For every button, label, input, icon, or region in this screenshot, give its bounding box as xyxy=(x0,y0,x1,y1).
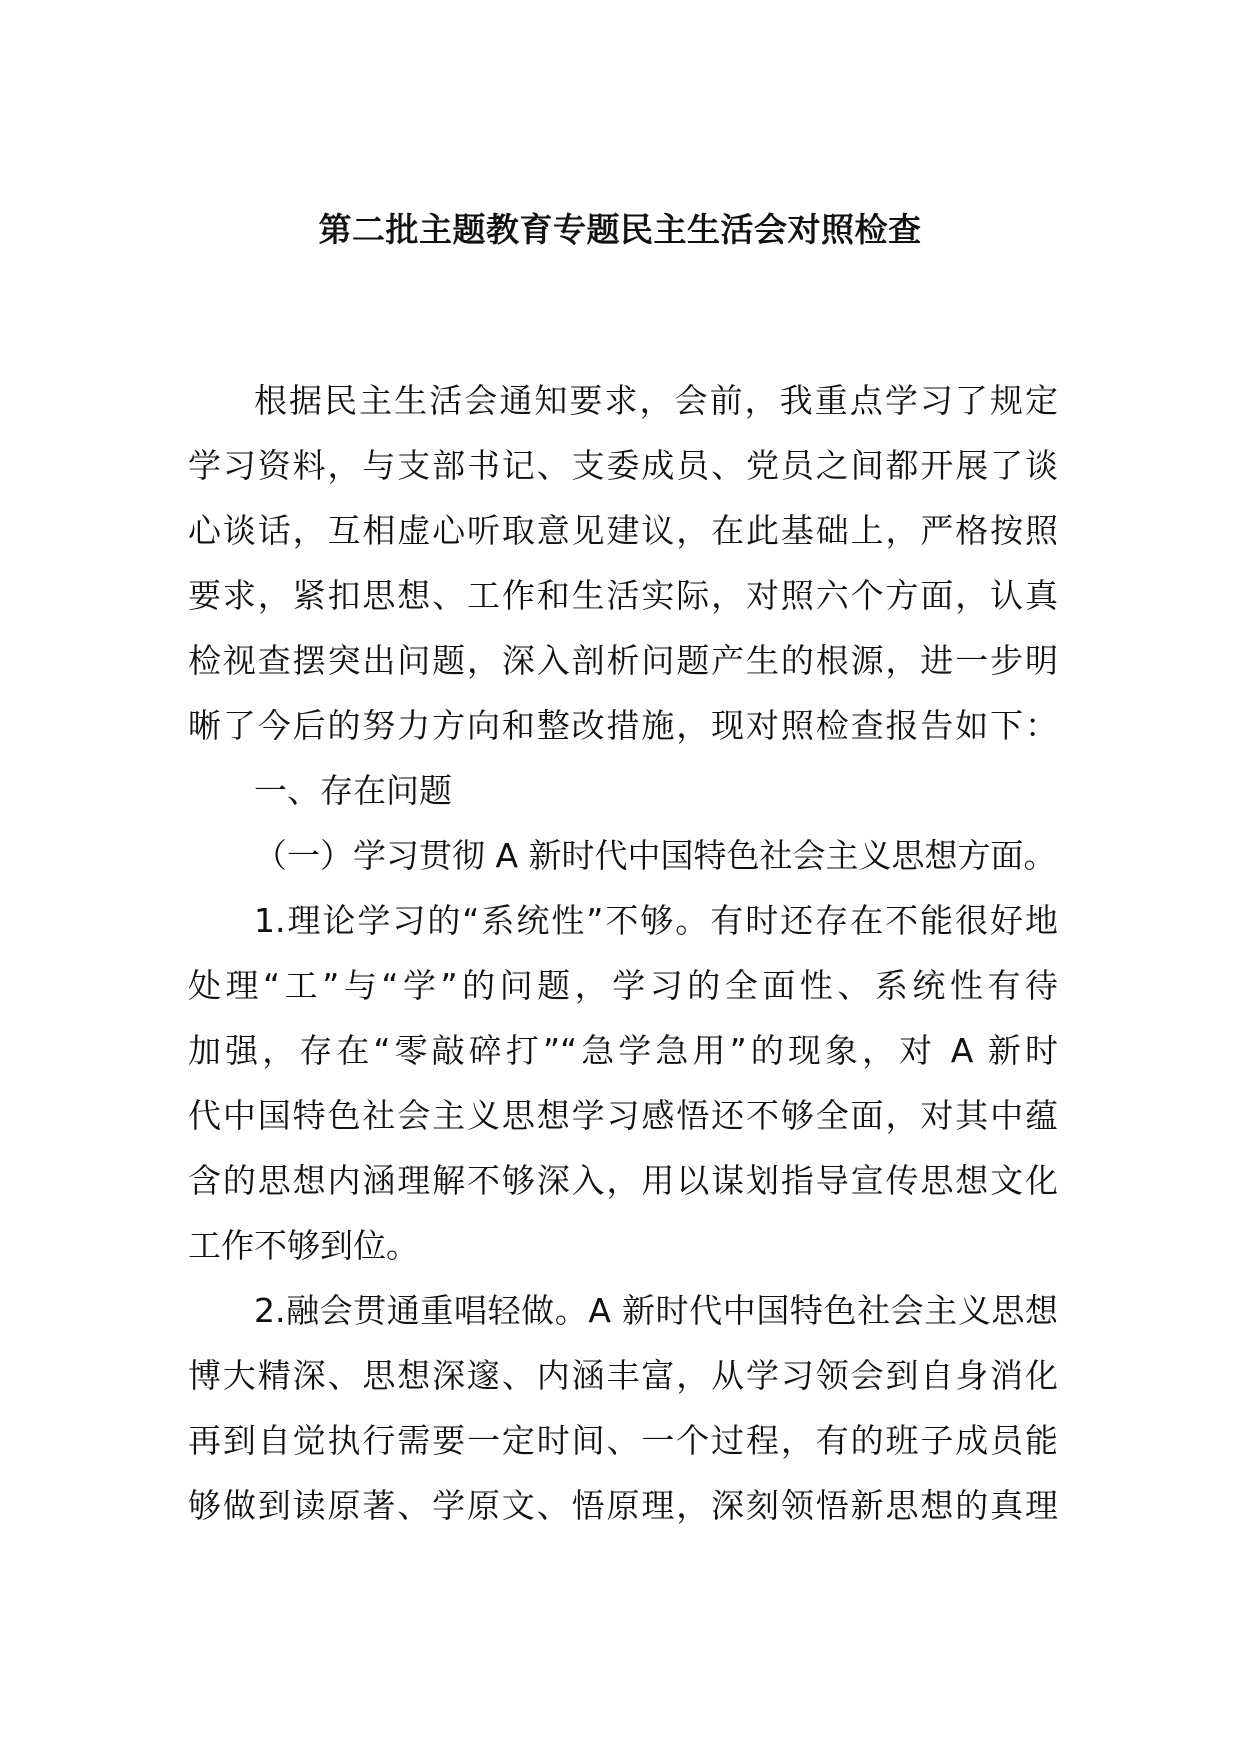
section-heading: 一、存在问题 xyxy=(254,771,452,810)
body-line: 工作不够到位。 xyxy=(188,1226,419,1265)
body-line: 根据民主生活会通知要求，会前，我重点学习了规定 xyxy=(254,381,1058,420)
body-line: 博大精深、思想深邃、内涵丰富，从学习领会到自身消化 xyxy=(188,1356,1058,1395)
body-line: 晰了今后的努力方向和整改措施，现对照检查报告如下： xyxy=(188,706,1058,745)
body-line: 检视查摆突出问题，深入剖析问题产生的根源，进一步明 xyxy=(188,641,1058,680)
body-line: 代中国特色社会主义思想学习感悟还不够全面，对其中蕴 xyxy=(188,1096,1058,1135)
body-line: 心谈话，互相虚心听取意见建议，在此基础上，严格按照 xyxy=(188,511,1058,550)
body-line: 再到自觉执行需要一定时间、一个过程，有的班子成员能 xyxy=(188,1421,1058,1460)
body-line: 1.理论学习的“系统性”不够。有时还存在不能很好地 xyxy=(254,901,1058,940)
body-line: 2.融会贯通重唱轻做。A 新时代中国特色社会主义思想 xyxy=(254,1291,1058,1330)
body-line: 含的思想内涵理解不够深入，用以谋划指导宣传思想文化 xyxy=(188,1161,1058,1200)
subsection-heading: （一）学习贯彻 A 新时代中国特色社会主义思想方面。 xyxy=(254,836,1057,875)
body-line: 处理“工”与“学”的问题，学习的全面性、系统性有待 xyxy=(188,966,1058,1005)
body-line: 学习资料，与支部书记、支委成员、党员之间都开展了谈 xyxy=(188,446,1058,485)
body-line: 加强，存在“零敲碎打”“急学急用”的现象，对 A 新时 xyxy=(188,1031,1058,1070)
body-line: 够做到读原著、学原文、悟原理，深刻领悟新思想的真理 xyxy=(188,1486,1058,1525)
body-line: 要求，紧扣思想、工作和生活实际，对照六个方面，认真 xyxy=(188,576,1058,615)
document-body xyxy=(188,368,1058,1538)
document-title: 第二批主题教育专题民主生活会对照检查 xyxy=(318,210,922,249)
